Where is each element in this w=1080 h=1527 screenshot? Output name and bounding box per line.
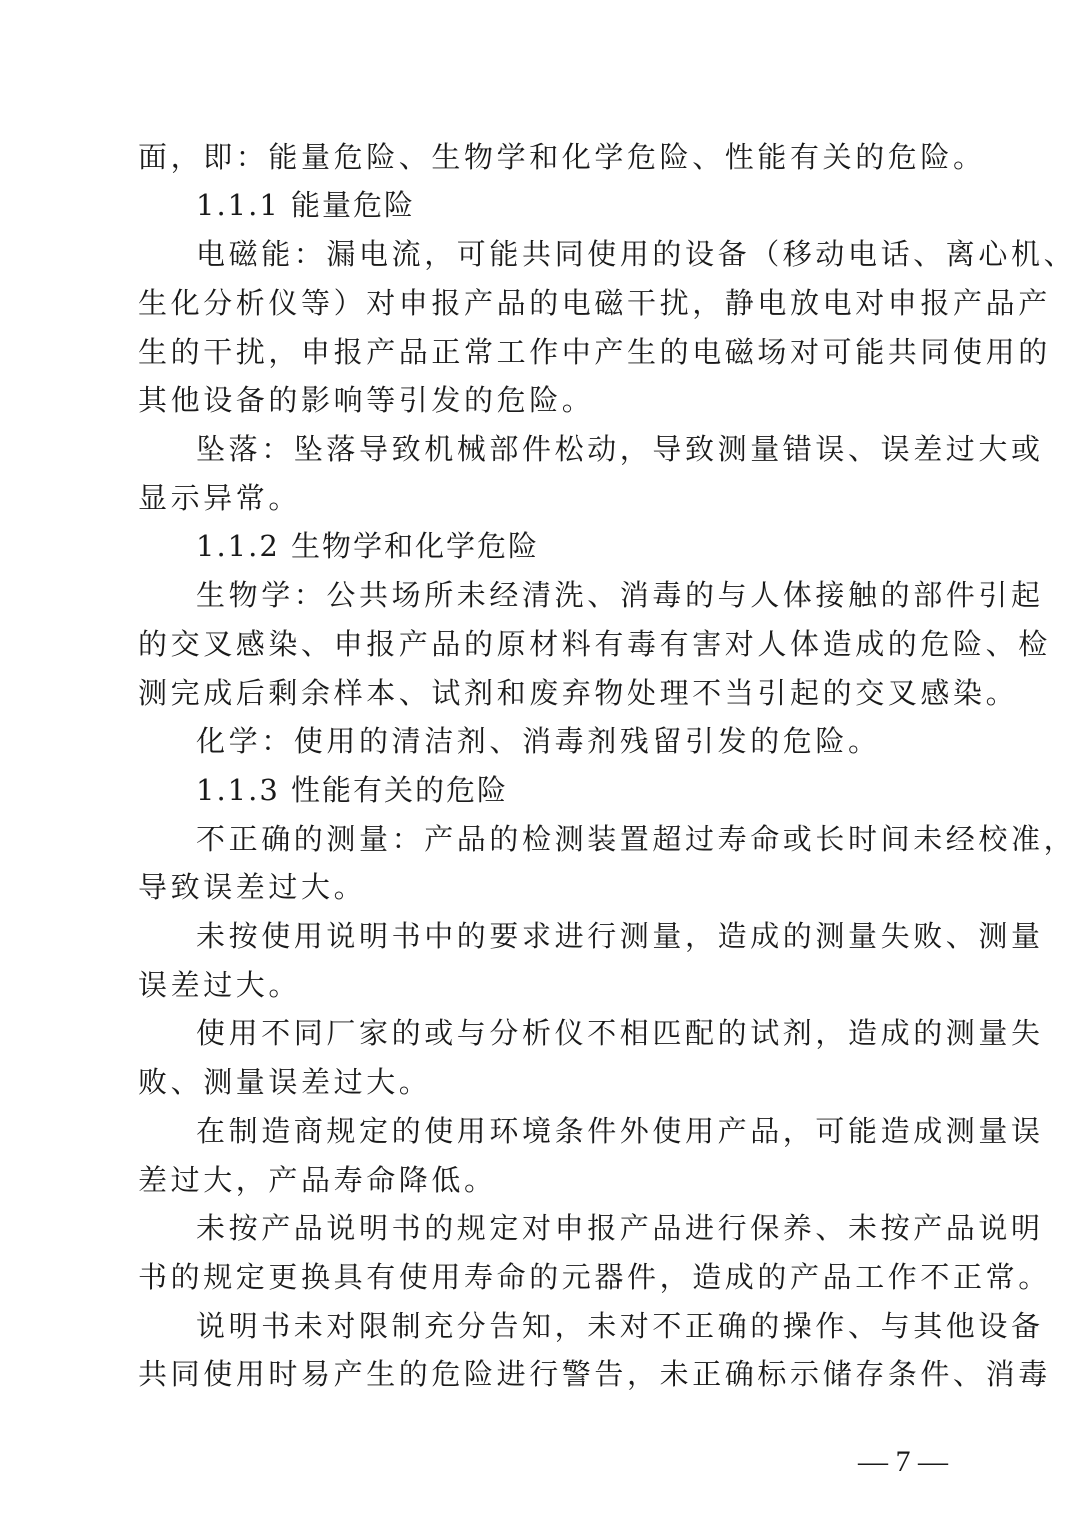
- body-line: 显示异常。: [138, 481, 302, 515]
- body-line: 坠落：坠落导致机械部件松动，导致测量错误、误差过大或: [196, 432, 1044, 466]
- body-line: 导致误差过大。: [138, 870, 367, 904]
- body-line: 未按产品说明书的规定对申报产品进行保养、未按产品说明: [196, 1211, 1044, 1245]
- body-line: 使用不同厂家的或与分析仪不相匹配的试剂，造成的测量失: [196, 1016, 1044, 1050]
- body-line: 其他设备的影响等引发的危险。: [138, 383, 595, 417]
- section-heading: 1.1.3 性能有关的危险: [196, 773, 509, 807]
- body-line: 不正确的测量：产品的检测装置超过寿命或长时间未经校准，: [196, 822, 1077, 856]
- body-line: 说明书未对限制充分告知，未对不正确的操作、与其他设备: [196, 1309, 1044, 1343]
- body-line: 生物学：公共场所未经清洗、消毒的与人体接触的部件引起: [196, 578, 1044, 612]
- body-line: 误差过大。: [138, 968, 302, 1002]
- body-line: 的交叉感染、申报产品的原材料有毒有害对人体造成的危险、检: [138, 627, 1051, 661]
- body-line: 电磁能：漏电流，可能共同使用的设备（移动电话、离心机、: [196, 237, 1077, 271]
- body-line: 生的干扰，申报产品正常工作中产生的电磁场对可能共同使用的: [138, 335, 1051, 369]
- body-line: 书的规定更换具有使用寿命的元器件，造成的产品工作不正常。: [138, 1260, 1051, 1294]
- section-heading: 1.1.2 生物学和化学危险: [196, 529, 540, 563]
- body-line: 败、测量误差过大。: [138, 1065, 432, 1099]
- page-number: — 7 —: [858, 1445, 948, 1478]
- body-line: 化学：使用的清洁剂、消毒剂残留引发的危险。: [196, 724, 881, 758]
- body-line: 未按使用说明书中的要求进行测量，造成的测量失败、测量: [196, 919, 1044, 953]
- body-line: 生化分析仪等）对申报产品的电磁干扰，静电放电对申报产品产: [138, 286, 1051, 320]
- section-heading: 1.1.1 能量危险: [196, 188, 416, 222]
- body-line: 面，即：能量危险、生物学和化学危险、性能有关的危险。: [138, 140, 986, 174]
- body-line: 差过大，产品寿命降低。: [138, 1163, 497, 1197]
- body-line: 在制造商规定的使用环境条件外使用产品，可能造成测量误: [196, 1114, 1044, 1148]
- body-line: 共同使用时易产生的危险进行警告，未正确标示储存条件、消毒: [138, 1357, 1051, 1391]
- body-line: 测完成后剩余样本、试剂和废弃物处理不当引起的交叉感染。: [138, 676, 1019, 710]
